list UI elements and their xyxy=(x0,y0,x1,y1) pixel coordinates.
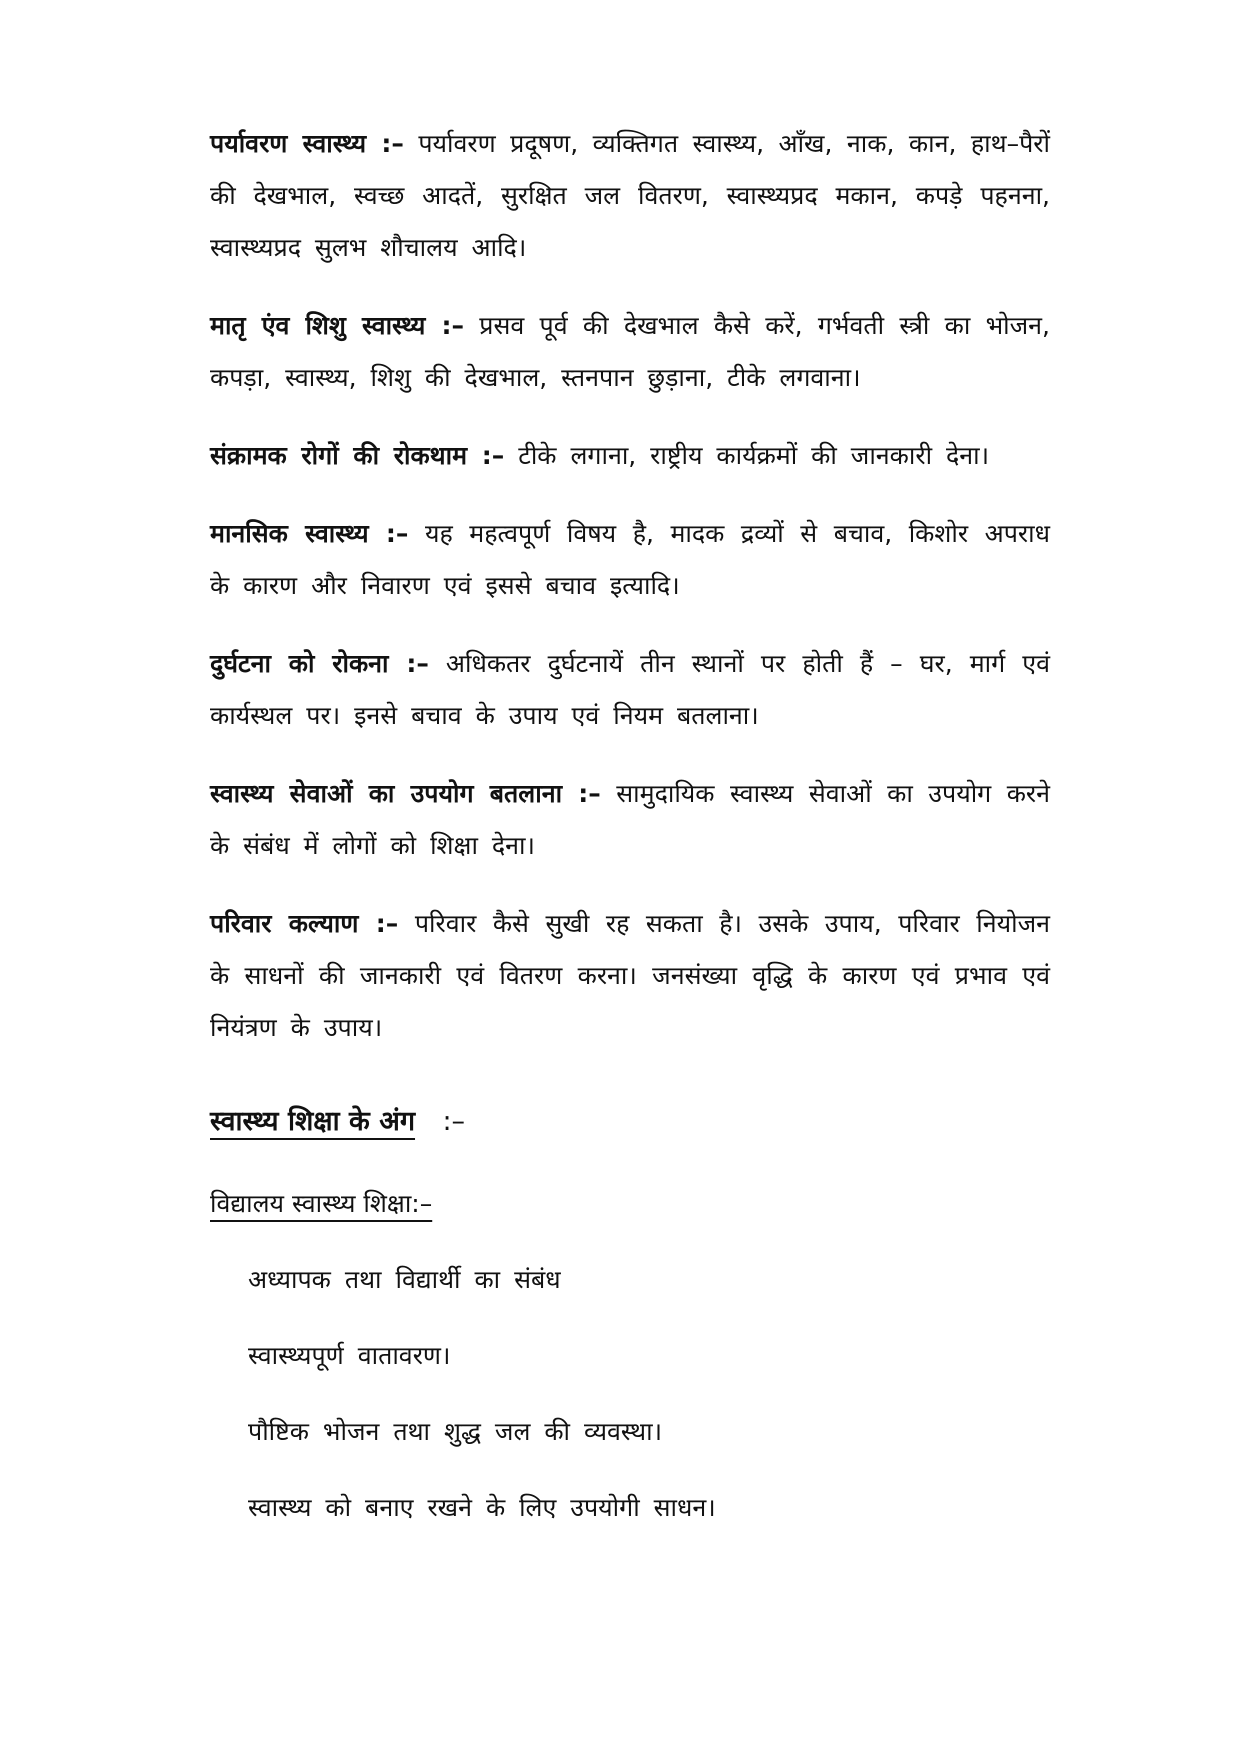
section-text: परिवार कैसे सुखी रह सकता है। उसके उपाय, परिवार नियोजन के साधनों की जानकारी एवं वितरण करना। जनसंख्या वृद्धि के कारण एवं प्रभाव एवं नियंत्रण के उपाय। xyxy=(210,909,1050,1042)
section-text: सामुदायिक स्वास्थ्य सेवाओं का उपयोग करने के संबंध में लोगों को शिक्षा देना। xyxy=(210,779,1050,860)
section-family-welfare xyxy=(210,898,1050,1054)
section-accident-prevention xyxy=(210,638,1050,742)
section-text: पर्यावरण प्रदूषण, व्यक्तिगत स्वास्थ्य, आँख, नाक, कान, हाथ–पैरों की देखभाल, स्वच्छ आदतें, सुरक्षित जल वितरण, स्वास्थ्यप्रद मकान, कपड़े पहनना, स्वास्थ्यप्रद सुलभ शौचालय आदि। xyxy=(210,129,1050,262)
section-term: मातृ एंव शिशु स्वास्थ्य :– xyxy=(210,311,464,340)
section-text: प्रसव पूर्व की देखभाल कैसे करें, गर्भवती स्त्री का भोजन, कपड़ा, स्वास्थ्य, शिशु की देखभाल, स्तनपान छुड़ाना, टीके लगवाना। xyxy=(210,311,1050,392)
section-text: अधिकतर दुर्घटनायें तीन स्थानों पर होती हैं – घर, मार्ग एवं कार्यस्थल पर। इनसे बचाव के उपाय एवं नियम बतलाना। xyxy=(210,649,1050,730)
subheading-wrapper xyxy=(210,1148,1050,1230)
section-term: परिवार कल्याण :– xyxy=(210,909,399,938)
section-text: यह महत्वपूर्ण विषय है, मादक द्रव्यों से बचाव, किशोर अपराध के कारण और निवारण एवं इससे बचाव इत्यादि। xyxy=(210,519,1050,600)
section-term: स्वास्थ्य सेवाओं का उपयोग बतलाना :– xyxy=(210,779,601,808)
section-term: पर्यावरण स्वास्थ्य :– xyxy=(210,129,404,158)
section-health-services-use xyxy=(210,768,1050,872)
heading-separator: :– xyxy=(442,1106,466,1137)
section-term: दुर्घटना को रोकना :– xyxy=(210,649,429,678)
school-health-list xyxy=(248,1254,1050,1534)
list-item: स्वास्थ्यपूर्ण वातावरण। xyxy=(248,1341,451,1370)
section-infectious-disease-prevention xyxy=(210,430,1050,482)
subheading: विद्यालय स्वास्थ्य शिक्षा:– xyxy=(210,1189,433,1218)
heading-title: स्वास्थ्य शिक्षा के अंग xyxy=(210,1106,416,1137)
list-item: अध्यापक तथा विद्यार्थी का संबंध xyxy=(248,1265,561,1294)
section-mental-health xyxy=(210,508,1050,612)
section-text: टीके लगाना, राष्ट्रीय कार्यक्रमों की जानकारी देना। xyxy=(518,441,990,470)
section-environment-health xyxy=(210,118,1050,274)
section-maternal-child-health xyxy=(210,300,1050,404)
section-heading xyxy=(210,1096,1050,1148)
section-term: संक्रामक रोगों की रोकथाम :– xyxy=(210,441,505,470)
list-item: स्वास्थ्य को बनाए रखने के लिए उपयोगी साधन। xyxy=(248,1493,716,1522)
document-page xyxy=(210,118,1050,1558)
section-term: मानसिक स्वास्थ्य :– xyxy=(210,519,409,548)
list-item: पौष्टिक भोजन तथा शुद्ध जल की व्यवस्था। xyxy=(248,1417,663,1446)
